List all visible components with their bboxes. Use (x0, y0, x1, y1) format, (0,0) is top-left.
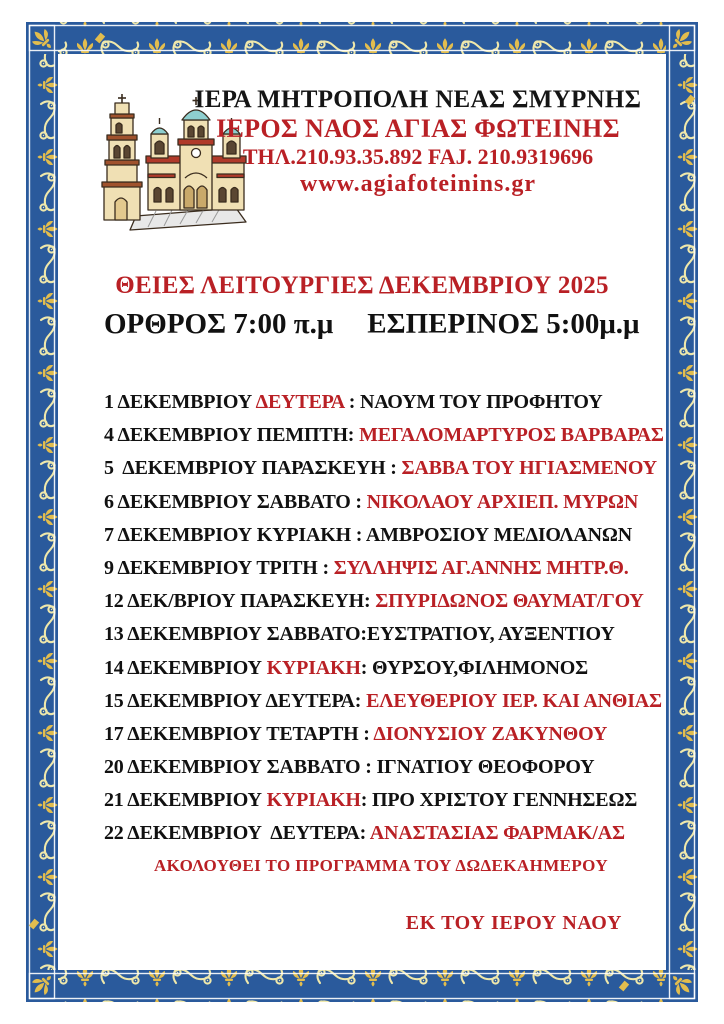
matins-hours: ΟΡΘΡΟΣ 7:00 π.μ (104, 308, 334, 340)
schedule-segment: ΜΕΓΑΛΟΜΑΡΤΥΡΟΣ ΒΑΡΒΑΡΑΣ (359, 424, 664, 447)
schedule-segment: 20 ΔΕΚΕΜΒΡΙΟΥ ΣΑΒΒΑΤΟ : ΙΓΝΑΤΙΟΥ ΘΕΟΦΟΡΟΥ (104, 756, 595, 779)
schedule-row (104, 452, 672, 485)
schedule-segment: 21 ΔΕΚΕΜΒΡΙΟΥ (104, 789, 267, 812)
schedule-row (104, 718, 672, 751)
schedule-segment: : ΠΡΟ ΧΡΙΣΤΟΥ ΓΕΝΝΗΣΕΩΣ (360, 789, 638, 812)
schedule-segment: ΚΥΡΙΑΚΗ (266, 789, 361, 812)
schedule-segment: ΝΙΚΟΛΑΟΥ ΑΡΧΙΕΠ. ΜΥΡΩΝ (366, 490, 639, 513)
page-title: ΘΕΙΕΣ ΛΕΙΤΟΥΡΓΙΕΣ ΔΕΚΕΜΒΡΙΟΥ 2025 (115, 272, 609, 299)
followup-note: ΑΚΟΛΟΥΘΕΙ ΤΟ ΠΡΟΓΡΑΜΜΑ ΤΟΥ ΔΩΔΕΚΑΗΜΕΡΟΥ (154, 856, 609, 875)
schedule-segment: ΔΕΥΤΕΡΑ (255, 391, 349, 413)
schedule-row (104, 419, 672, 452)
schedule-row (104, 685, 672, 718)
schedule-row (104, 552, 672, 585)
schedule-segment: ΑΝΑΣΤΑΣΙΑΣ ΦΑΡΜΑΚ/ΑΣ (369, 822, 625, 845)
schedule-segment: ΔΙΟΝΥΣΙΟΥ ΖΑΚΥΝΘΟΥ (373, 722, 608, 745)
schedule-row (104, 618, 672, 651)
schedule-segment: 5 ΔΕΚΕΜΒΡΙΟΥ ΠΑΡΑΣΚΕΥΗ : (104, 457, 402, 480)
schedule-row (104, 784, 672, 817)
schedule-segment: 13 ΔΕΚΕΜΒΡΙΟΥ ΣΑΒΒΑΤΟ:ΕΥΣΤΡΑΤΙΟΥ, ΑΥΞΕΝΤΙΟΥ (104, 623, 615, 646)
church-name: ΙΕΡΟΣ ΝΑΟΣ ΑΓΙΑΣ ΦΩΤΕΙΝΗΣ (216, 114, 620, 143)
schedule-segment: ΣΑΒΒΑ ΤΟΥ ΗΓΙΑΣΜΕΝΟΥ (401, 457, 657, 480)
schedule-row (104, 652, 672, 685)
vespers-hours: ΕΣΠΕΡΙΝΟΣ 5:00μ.μ (367, 308, 640, 340)
schedule-segment: ΚΥΡΙΑΚΗ (266, 656, 361, 679)
schedule-row (104, 751, 672, 784)
schedule-segment: 6 ΔΕΚΕΜΒΡΙΟΥ ΣΑΒΒΑΤΟ : (104, 490, 367, 513)
schedule-segment: 1 ΔΕΚΕΜΒΡΙΟΥ (104, 391, 256, 413)
website-link[interactable]: www.agiafoteinins.gr (300, 171, 536, 197)
schedule-row (104, 486, 672, 519)
schedule-segment: 9 ΔΕΚΕΜΒΡΙΟΥ ΤΡΙΤΗ : (104, 556, 334, 579)
schedule-segment: : ΘΥΡΣΟΥ,ΦΙΛΗΜΟΝΟΣ (360, 656, 589, 679)
schedule-segment: 17 ΔΕΚΕΜΒΡΙΟΥ ΤΕΤΑΡΤΗ : (104, 722, 374, 745)
phone-fax: ΤΗΛ.210.93.35.892 FAJ. 210.9319696 (242, 144, 594, 169)
schedule-row (104, 585, 672, 618)
signoff-text: ΕΚ ΤΟΥ ΙΕΡΟΥ ΝΑΟΥ (405, 912, 622, 934)
schedule-segment: ΣΠΥΡΙΔΩΝΟΣ ΘΑΥΜΑΤ/ΓΟΥ (375, 590, 644, 613)
schedule-segment: 7 ΔΕΚΕΜΒΡΙΟΥ ΚΥΡΙΑΚΗ : ΑΜΒΡΟΣΙΟΥ ΜΕΔΙΟΛΑΝΩΝ (104, 523, 632, 546)
schedule-segment: 12 ΔΕΚ/ΒΡΙΟΥ ΠΑΡΑΣΚΕΥΗ: (104, 590, 376, 613)
header (168, 86, 668, 198)
diocese-title: ΙΕΡΑ ΜΗΤΡΟΠΟΛΗ ΝΕΑΣ ΣΜΥΡΝΗΣ (194, 86, 642, 113)
schedule-segment: ΣΥΛΛΗΨΙΣ ΑΓ.ΑΝΝΗΣ ΜΗΤΡ.Θ. (333, 556, 629, 579)
liturgy-schedule-list (104, 386, 672, 851)
schedule-segment: 4 ΔΕΚΕΜΒΡΙΟΥ ΠΕΜΠΤΗ: (104, 424, 360, 447)
schedule-row (104, 519, 672, 552)
schedule-segment: 15 ΔΕΚΕΜΒΡΙΟΥ ΔΕΥΤΕΡΑ: (104, 689, 367, 712)
schedule-segment: : ΝΑΟΥΜ ΤΟΥ ΠΡΟΦΗΤΟΥ (348, 391, 603, 413)
schedule-row (104, 386, 672, 419)
service-hours (104, 308, 664, 341)
schedule-segment: 22 ΔΕΚΕΜΒΡΙΟΥ ΔΕΥΤΕΡΑ: (104, 822, 370, 845)
schedule-segment: 14 ΔΕΚΕΜΒΡΙΟΥ (104, 656, 267, 679)
schedule-segment: ΕΛΕΥΘΕΡΙΟΥ ΙΕΡ. ΚΑΙ ΑΝΘΙΑΣ (366, 689, 662, 712)
schedule-row (104, 817, 672, 850)
